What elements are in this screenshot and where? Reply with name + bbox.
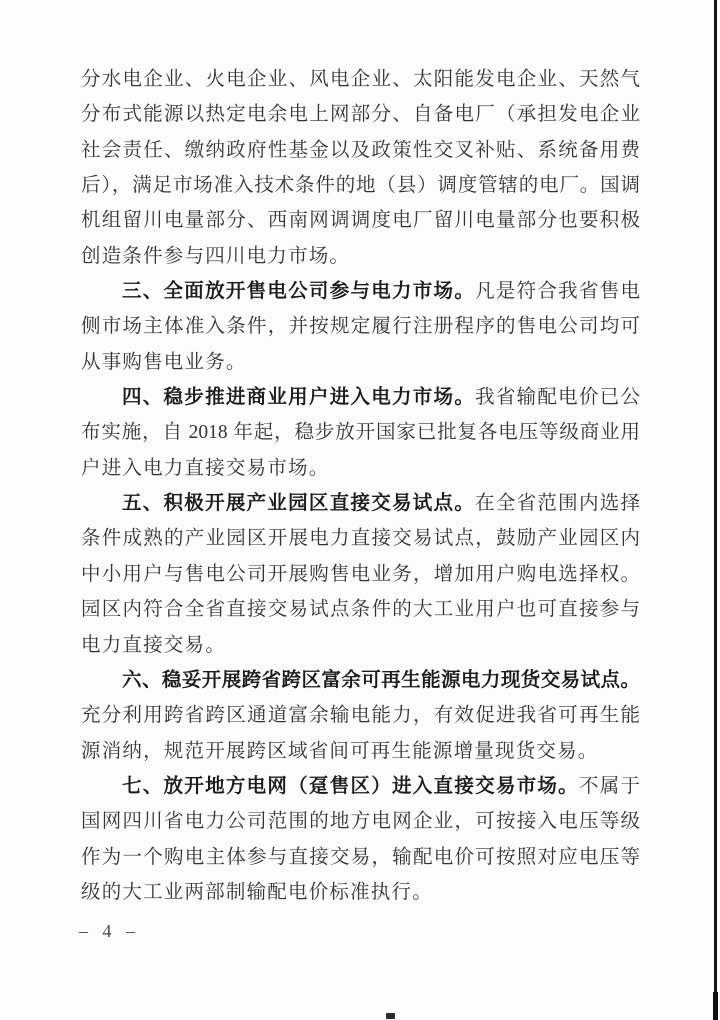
- text-line: [81, 62, 640, 97]
- body-segment: 机组留川电量部分、西南网调调度电厂留川电量部分也要积极: [81, 210, 640, 232]
- body-segment: 分布式能源以热定电余电上网部分、自备电厂（承担发电企业: [81, 104, 640, 126]
- section-heading: 四、稳步推进商业用户进入电力市场。: [122, 387, 476, 409]
- text-line: [81, 239, 640, 274]
- section-heading: 五、积极开展产业园区直接交易试点。: [122, 493, 476, 515]
- body-segment: 充分利用跨省跨区通道富余输电能力，有效促进我省可再生能: [81, 705, 640, 727]
- section-heading: 六、稳妥开展跨省跨区富余可再生能源电力现货交易试点。: [122, 669, 640, 691]
- body-segment: 户进入电力直接交易市场。: [81, 457, 330, 479]
- scan-edge-artifact: [714, 0, 717, 1020]
- text-line: [81, 804, 640, 839]
- text-line: [81, 345, 640, 380]
- text-line-section-5: [81, 486, 640, 521]
- section-heading: 三、全面放开售电公司参与电力市场。: [122, 281, 476, 303]
- body-segment: 不属于: [578, 775, 640, 797]
- text-line: [81, 133, 640, 168]
- body-segment: 园区内符合全省直接交易试点条件的大工业用户也可直接参与: [81, 599, 640, 621]
- body-segment: 源消纳，规范开展跨区域省间可再生能源增量现货交易。: [81, 740, 599, 762]
- section-heading: 七、放开地方电网（趸售区）进入直接交易市场。: [122, 775, 579, 797]
- text-line: [81, 415, 640, 450]
- text-line: [81, 97, 640, 132]
- text-line: [81, 734, 640, 769]
- text-line: [81, 698, 640, 733]
- text-line: [81, 203, 640, 238]
- page-number: – 4 –: [79, 921, 140, 941]
- body-segment: 从事购售电业务。: [81, 351, 247, 373]
- text-line-section-6: [81, 663, 640, 698]
- text-line: [81, 521, 640, 556]
- text-line: [81, 840, 640, 875]
- body-segment: 布实施，自 2018 年起，稳步放开国家已批复各电压等级商业用: [81, 422, 640, 444]
- text-line: [81, 557, 640, 592]
- body-segment: 中小用户与售电公司开展购售电业务，增加用户购电选择权。: [81, 563, 640, 585]
- text-line: [81, 168, 640, 203]
- body-segment: 后），满足市场准入技术条件的地（县）调度管辖的电厂。国调: [81, 175, 640, 197]
- body-segment: 级的大工业两部制输配电价标准执行。: [81, 881, 433, 903]
- document-body: [81, 62, 640, 910]
- text-line-section-7: [81, 769, 640, 804]
- body-segment: 条件成熟的产业园区开展电力直接交易试点，鼓励产业园区内: [81, 528, 640, 550]
- text-line-section-3: [81, 274, 640, 309]
- scan-edge-foot-artifact: [713, 992, 718, 1020]
- body-segment: 在全省范围内选择: [475, 493, 640, 515]
- text-line: [81, 309, 640, 344]
- scan-speck-artifact: [386, 1013, 395, 1019]
- body-segment: 社会责任、缴纳政府性基金以及政策性交叉补贴、系统备用费: [81, 139, 640, 161]
- body-segment: 分水电企业、火电企业、风电企业、太阳能发电企业、天然气: [81, 69, 640, 90]
- body-segment: 我省输配电价已公: [475, 387, 640, 409]
- text-line: [81, 875, 640, 910]
- body-segment: 创造条件参与四川电力市场。: [81, 245, 351, 267]
- text-line: [81, 592, 640, 627]
- body-segment: 凡是符合我省售电: [475, 281, 640, 303]
- body-segment: 电力直接交易。: [81, 634, 226, 656]
- text-line: [81, 451, 640, 486]
- body-segment: 国网四川省电力公司范围的地方电网企业，可按接入电压等级: [81, 811, 640, 833]
- text-line-section-4: [81, 380, 640, 415]
- body-segment: 侧市场主体准入条件，并按规定履行注册程序的售电公司均可: [81, 316, 640, 338]
- text-line: [81, 628, 640, 663]
- body-segment: 作为一个购电主体参与直接交易，输配电价可按照对应电压等: [81, 846, 640, 868]
